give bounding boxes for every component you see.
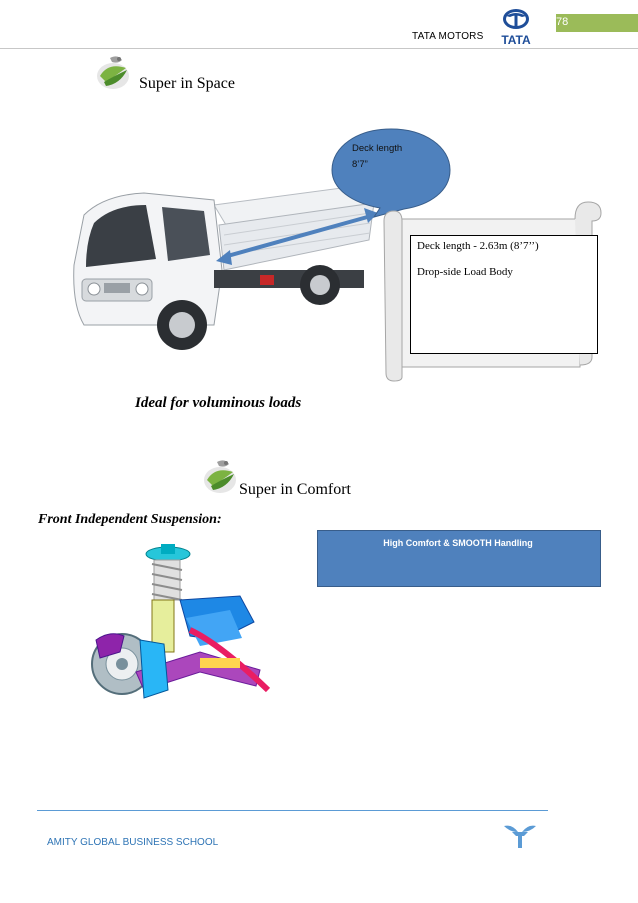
spec-body-type: Drop-side Load Body — [417, 266, 513, 278]
header-company-name: TATA MOTORS — [412, 31, 484, 42]
leaf-logo-icon-2 — [201, 456, 239, 496]
tata-logo-text: TATA — [501, 33, 531, 46]
space-caption: Ideal for voluminous loads — [135, 395, 302, 411]
footer-school-name: AMITY GLOBAL BUSINESS SCHOOL — [47, 837, 219, 848]
page-number-bar — [556, 14, 638, 32]
section-title-space: Super in Space — [139, 75, 235, 92]
tata-logo-icon — [492, 6, 540, 46]
leaf-logo-icon — [94, 52, 132, 92]
section-title-comfort: Super in Comfort — [239, 481, 351, 498]
amity-logo-icon — [500, 820, 540, 850]
spec-scroll — [380, 197, 605, 382]
suspension-label: Front Independent Suspension: — [38, 512, 222, 527]
footer-rule — [37, 810, 548, 811]
deck-length-callout-text: Deck length 8’7” — [352, 143, 403, 170]
spec-deck-length: Deck length - 2.63m (8’7’’) — [417, 240, 539, 252]
comfort-callout-text: High Comfort & SMOOTH Handling — [383, 538, 533, 548]
page-number: 78 — [556, 16, 569, 28]
suspension-image — [40, 540, 272, 725]
tata-logo — [492, 6, 540, 46]
spec-box — [410, 235, 598, 354]
header-rule — [0, 48, 638, 49]
